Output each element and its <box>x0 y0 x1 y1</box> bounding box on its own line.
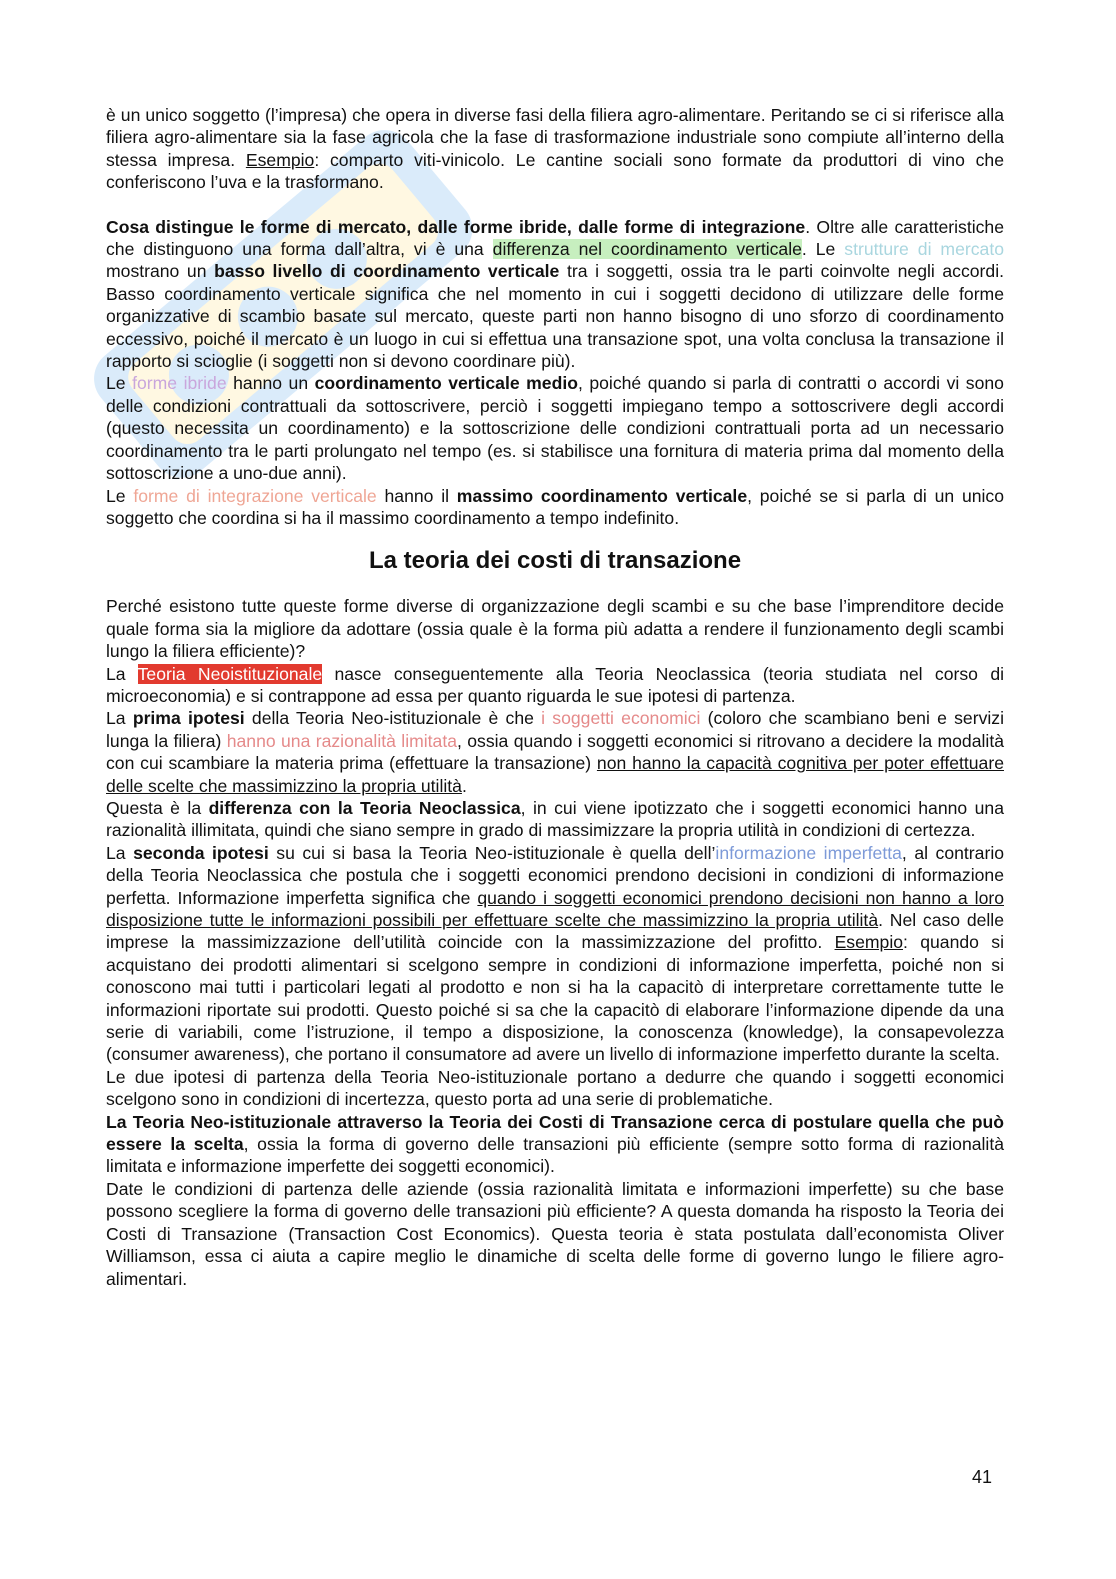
paragraph-3: Le forme ibride hanno un coordinamento verticale medio, poiché quando si parla di contratti o accordi vi sono delle condizioni contrattuali da sottoscrivere, perciò i soggetti impiegano tempo a sottoscrivere degli accordi (questo necessita un coordinamento) e la sottoscrizione delle condizioni contrattuali porta ad un necessario coordinamento tra le parti prolungato nel tempo (es. si stabilisce una fornitura di materia prima dal momento della sottoscrizione a uno-due anni). <box>106 373 1004 484</box>
paragraph-12: Date le condizioni di partenza delle aziende (ossia razionalità limitata e informazioni imperfette) su che base possono scegliere la forma di governo delle transazioni più efficiente? A questa domanda ha risposto la Teoria dei Costi di Transazione (Transaction Cost Economics). Questa teoria è stata postulata dall’economista Oliver Williamson, essa ci aiuta a capire meglio le dinamiche di scelta delle forme di governo lungo le filiere agro-alimentari. <box>106 1178 1004 1289</box>
paragraph-11: La Teoria Neo-istituzionale attraverso la Teoria dei Costi di Transazione cerca di postulare quella che può essere la scelta, ossia la forma di governo delle transazioni più efficiente (sempre sotto forma di razionalità limitata e informazione imperfette dei soggetti economici). <box>106 1111 1004 1177</box>
paragraph-10: Le due ipotesi di partenza della Teoria Neo-istituzionale portano a dedurre che quando i soggetti economici scelgono sono in condizioni di incertezza, questo porta ad una serie di problematiche. <box>106 1066 1004 1110</box>
bold-phrase: seconda ipotesi <box>133 842 269 863</box>
colored-term: informazione imperfetta <box>715 842 902 863</box>
highlight-green: differenza nel coordinamento verticale <box>492 239 802 260</box>
bold-phrase: basso livello di coordinamento verticale <box>214 261 560 282</box>
bold-phrase: prima ipotesi <box>132 708 245 729</box>
bold-phrase: massimo coordinamento verticale <box>456 485 748 506</box>
colored-term: strutture di mercato <box>844 239 1004 260</box>
bold-phrase: Cosa distingue le forme di mercato, dalle forme ibride, dalle forme di integrazione <box>106 216 806 237</box>
paragraph-5: Perché esistono tutte queste forme diverse di organizzazione degli scambi e su che base l’imprenditore decide quale forma sia la migliore da adottare (ossia quale è la forma più adatta a rendere il funzionamento degli scambi lungo la filiera efficiente)? <box>106 596 1004 662</box>
paragraph-2: Cosa distingue le forme di mercato, dalle forme ibride, dalle forme di integrazione. Oltre alle caratteristiche che distinguono una forma dall’altra, vi è una differenza nel coordinamento verticale. Le strutture di mercato mostrano un basso livello di coordinamento verticale tra i soggetti, ossia tra le parti coinvolte negli accordi. Basso coordinamento verticale significa che nel momento in cui i soggetti decidono di utilizzare delle forme organizzative di scambio basate sul mercato, queste parti non hanno bisogno di uno sforzo di coordinamento eccessivo, poiché il mercato è un luogo in cui si effettua una transazione spot, una volta conclusa la transazione il rapporto si scioglie (i soggetti non si devono coordinare più). <box>106 216 1005 372</box>
bold-phrase: differenza con la Teoria Neoclassica <box>208 797 521 818</box>
highlight-red: Teoria Neoistituzionale <box>137 663 323 684</box>
colored-term: forme ibride <box>132 373 227 394</box>
example-label: Esempio <box>834 932 904 953</box>
paragraph-8: Questa è la differenza con la Teoria Neoclassica, in cui viene ipotizzato che i soggetti economici hanno una razionalità illimitata, quindi che siano sempre in grado di massimizzare la propria utilità in condizioni di certezza. <box>106 797 1004 841</box>
paragraph-9: La seconda ipotesi su cui si basa la Teoria Neo-istituzionale è quella dell’informazione imperfetta, al contrario della Teoria Neoclassica che postula che i soggetti economici prendono decisioni in condizioni di informazione perfetta. Informazione imperfetta significa che quando i soggetti economici prendono decisioni non hanno a loro disposizione tutte le informazioni possibili per effettuare scelte che massimizzino la propria utilità. Nel caso delle imprese la massimizzazione dell’utilità coincide con la massimizzazione del profitto. Esempio: quando si acquistano dei prodotti alimentari si scelgono sempre in condizioni di informazione imperfetta, poiché non si conoscono mai tutti i particolari legati al prodotto e non si ha la capacitò di interpretare correttamente tutte le informazioni riportate sui prodotti. Questo poiché si sa che la capacitò di elaborare l’informazione dipende da una serie di variabili, come l’istruzione, il tempo a disposizione, la conoscenza (knowledge), la consapevolezza (consumer awareness), che portano il consumatore ad avere un livello di informazione imperfetto durante la scelta. <box>106 842 1005 1065</box>
document-body <box>106 104 1004 1290</box>
colored-term: forme di integrazione verticale <box>133 485 377 506</box>
paragraph-1: è un unico soggetto (l’impresa) che opera in diverse fasi della filiera agro-alimentare. Peritando se ci si riferisce alla filiera agro-alimentare sia la fase agricola che la fase di trasformazione industriale sono compiute all’interno della stessa impresa. Esempio: comparto viti-vinicolo. Le cantine sociali sono formate da produttori di vino che conferiscono l’uva e la trasformano. <box>106 105 1005 193</box>
paragraph-4: Le forme di integrazione verticale hanno il massimo coordinamento verticale, poiché se si parla di un unico soggetto che coordina si ha il massimo coordinamento a tempo indefinito. <box>106 485 1004 528</box>
bold-phrase: coordinamento verticale medio <box>314 373 578 394</box>
colored-term: i soggetti economici <box>541 708 701 729</box>
page-number: 41 <box>972 1467 993 1487</box>
bold-phrase: La Teoria Neo-istituzionale attraverso la Teoria dei Costi di Transazione cerca di postulare quella che può essere la scelta <box>106 1111 1004 1155</box>
paragraph-6: La Teoria Neoistituzionale nasce conseguentemente alla Teoria Neoclassica (teoria studiata nel corso di microeconomia) e si contrappone ad essa per quanto riguarda le sue ipotesi di partenza. <box>106 663 1005 706</box>
colored-term: hanno una razionalità limitata <box>226 730 458 751</box>
underlined-phrase: non hanno la capacità cognitiva per poter effettuare delle scelte che massimizzino la propria utilità <box>106 753 1004 796</box>
underlined-phrase: quando i soggetti economici prendono decisioni non hanno a loro disposizione tutte le informazioni possibili per effettuare scelte che massimizzino la propria utilità <box>106 887 1004 930</box>
section-heading: La teoria dei costi di transazione <box>368 547 742 575</box>
paragraph-7: La prima ipotesi della Teoria Neo-istituzionale è che i soggetti economici (coloro che scambiano beni e servizi lunga la filiera) hanno una razionalità limitata, ossia quando i soggetti economici si ritrovano a decidere la modalità con cui scambiare la materia prima (effettuare la transazione) non hanno la capacità cognitiva per poter effettuare delle scelte che massimizzino la propria utilità. <box>106 708 1004 796</box>
example-label: Esempio <box>245 149 315 170</box>
